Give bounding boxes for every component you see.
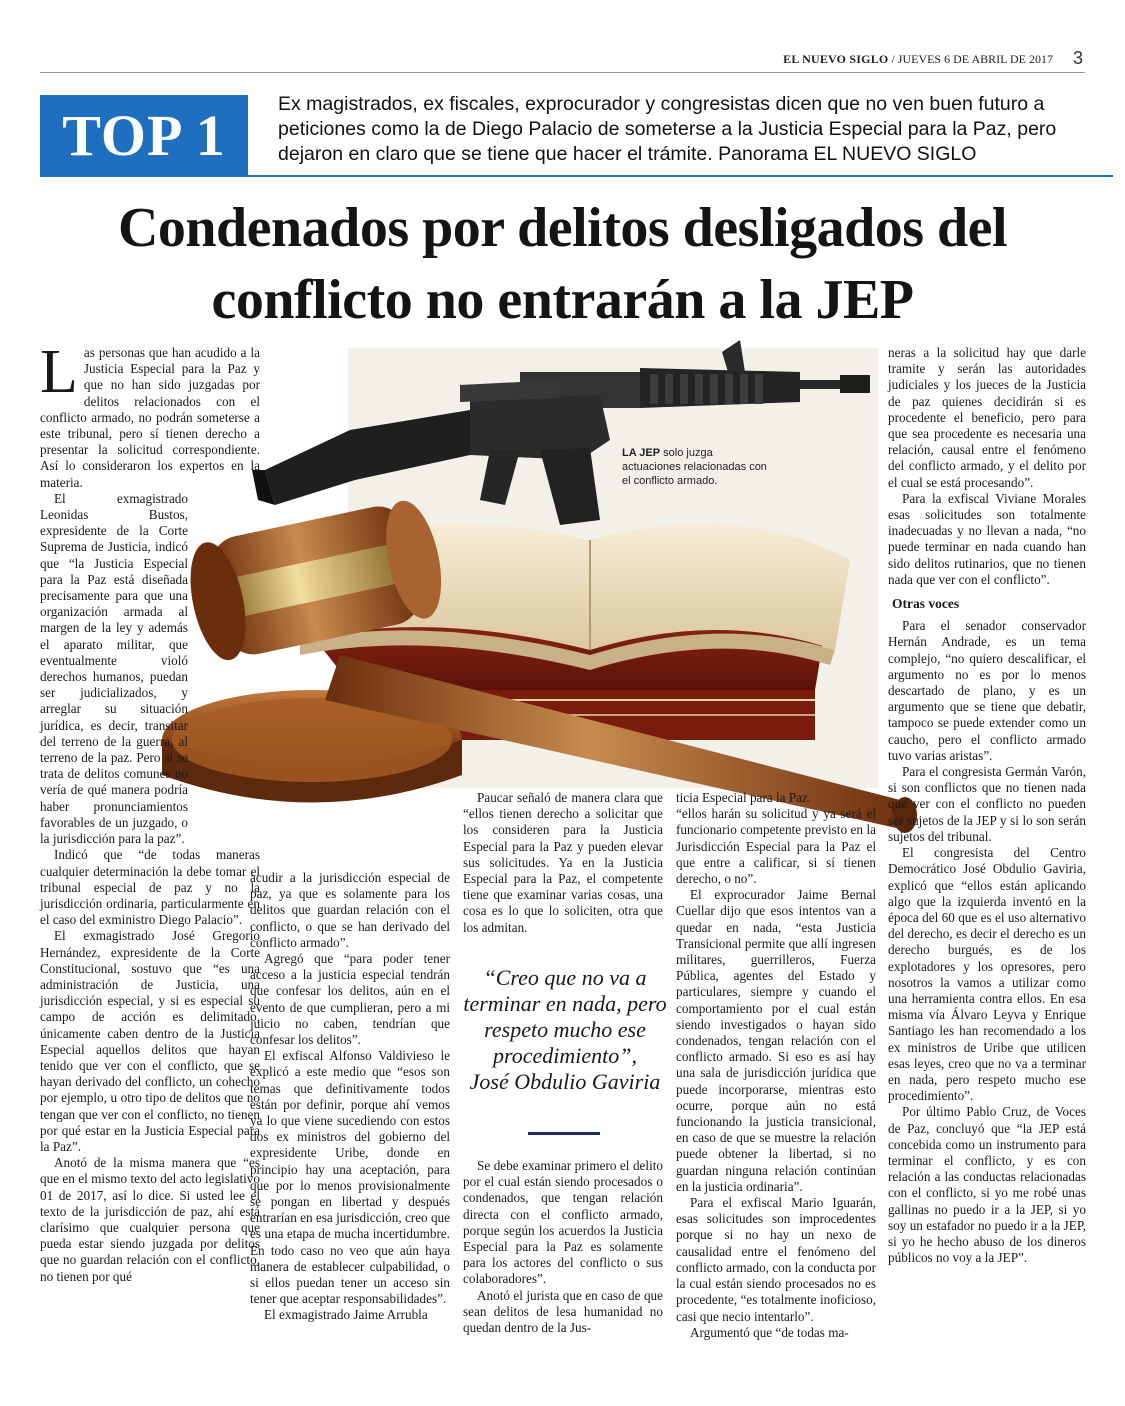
paragraph: Paucar señaló de manera clara que “ellos tienen derecho a solicitar que los consideren para la Justicia Especial para la Paz y pueden elevar sus solicitudes. Ya en la Justicia Especial para la Paz, el competente tiene que examinar varias cosas, una cosa es lo que lo soliciten, otra que los admitan.: [463, 790, 663, 935]
paragraph: Para el congresista Germán Varón, si son conflictos que no tienen nada que ver con el conflicto no pueden ser sujetos de la JEP y si lo son serán sujetos del tribunal.: [888, 764, 1086, 844]
issue-date: / JUEVES 6 DE ABRIL DE 2017: [891, 52, 1053, 66]
paragraph: Por último Pablo Cruz, de Voces de Paz, concluyó que “la JEP está concebida como un instrumento para terminar el conflicto, y es con relación a las conductas relacionadas con el conflicto, si yo me robé unas gallinas no puedo ir a la JEP, si yo soy un estafador no puedo ir a la JEP, si yo he hecho abuso de los dineros públicos no voy a la JEP”.: [888, 1104, 1086, 1266]
paragraph: “ellos harán su solicitud y ya será el funcionario competente previsto en la Jurisdicción Especial para la Paz el que entre a calificar, si sí tienen derecho, o no”.: [676, 806, 876, 887]
article-column-5: [888, 345, 1086, 1266]
article-column-2: [250, 870, 450, 1324]
article-column-3: [463, 790, 663, 936]
subheading: Otras voces: [892, 596, 960, 612]
section-label: TOP 1: [40, 95, 248, 177]
paragraph: ticia Especial para la Paz.: [676, 790, 812, 805]
caption-text: solo juzga actuaciones relacionadas con el conflicto armado.: [622, 447, 767, 487]
paragraph: acudir a la jurisdicción especial de paz, ya que es solamente para los delitos que guardan relación con el conflicto, o que se han derivado del conflicto armado”.: [250, 870, 450, 950]
article-column-3-cont: [463, 1158, 663, 1336]
paragraph: El exmagistrado Leonidas Bustos, expresidente de la Corte Suprema de Justicia, indicó que “la Justicia Especial para la Paz está diseñada precisamente para que una organización armada al margen de la ley y además el aparato militar, que eventualmente violó derechos humanos, puedan ser judicializados, y arreglar su situación jurídica, es decir, transitar del terreno de la guerra, al terreno de la paz. Pero si se trata de delitos comunes no vería de qué manera podría haber pronunciamientos favorables de un juzgado, o la jurisdicción para la paz”.: [40, 490, 188, 847]
photo-caption: [622, 446, 772, 488]
newspaper-name: EL NUEVO SIGLO: [783, 52, 889, 66]
paragraph: El exmagistrado José Gregorio Hernández, expresidente de la Corte Constitucional, sostuvo que “es una administración de Justicia, una jurisdicción especial, y si es especial su campo de acción es delimitado, únicamente caben dentro de la Justicia Especial aquellos delitos que hayan tenido que ver con el conflicto, que se hayan derivado del conflicto, un cohecho por ejemplo, u otro tipo de delitos que no tengan que ver con el conflicto, no tienen por qué estar en la Justicia Especial para la Paz”.: [40, 928, 260, 1154]
paragraph: El exmagistrado Jaime Arrubla: [264, 1307, 428, 1323]
paragraph: Anotó el jurista que en caso de que sean delitos de lesa humanidad no quedan dentro de la Jus-: [463, 1287, 663, 1336]
paragraph: Para el exfiscal Mario Iguarán, esas solicitudes son improcedentes porque si no hay un nexo de causalidad entre el fenómeno del conflicto armado, con la conducta por la cual están siendo procesados no es procedente, “es totalmente inoficioso, casi que necio intentarlo”.: [676, 1195, 876, 1324]
quote-divider: [528, 1132, 600, 1135]
paragraph: as personas que han acudido a la Justicia Especial para la Paz y que no han sido juzgadas por delitos relacionados con el conflicto armado, no podrán someterse a este tribunal, pero sí tienen derecho a presentar la solicitud correspondiente. Así lo consideraron los expertos en la materia.: [40, 345, 260, 490]
paragraph: neras a la solicitud hay que darle tramite y serán las autoridades judiciales y los jueces de la Justicia de paz quienes decidirán si es procedente el beneficio, pero para que sea procedente es necesaria una relación, causal entre el fenómeno del conflicto armado, y el delito por el cual se está procesando”.: [888, 345, 1086, 490]
paragraph: Indicó que “de todas maneras cualquier determinación la debe tomar el tribunal especial de paz y no la jurisdicción ordinaria, particularmente en el caso del exministro Diego Palacio”.: [40, 847, 260, 928]
paragraph: Se debe examinar primero el delito por el cual están siendo procesados o condenados, que tengan relación directa con el conflicto armado, porque según los acuerdos la Justicia Especial para la Paz es solamente para los actores del conflicto o sus colaboradores”.: [463, 1158, 663, 1287]
paragraph: Agregó que “para poder tener acceso a la justicia especial tendrán que confesar los delitos, aún en el evento de que cumplieran, pero a mi juicio no caben, tendrían que confesar los delitos”.: [250, 951, 450, 1048]
paragraph: Para el senador conservador Hernán Andrade, es un tema complejo, “no quiero descalificar, el argumento no es por lo menos descartado de plano, y es un argumento que se tiene que debatir, tampoco se puede extender como un caucho, pero el conflicto armado tuvo varias aristas”.: [888, 618, 1086, 763]
article-column-1: [40, 338, 260, 1285]
drop-cap: L: [40, 338, 78, 406]
page-number: 3: [1072, 48, 1083, 68]
article-column-4: [676, 790, 876, 1341]
paragraph: Argumentó que “de todas ma-: [690, 1324, 849, 1340]
paragraph: Para la exfiscal Viviane Morales esas solicitudes son totalmente inadecuadas y no llevan a nada, “no puede terminar en nada cuando han sido delitos rutinarios, que no tienen nada que ver con el conflicto”.: [888, 490, 1086, 587]
page-title: Condenados por delitos desligados del conflicto no entrarán a la JEP: [117, 197, 1008, 331]
pull-quote-text: “Creo que no va a terminar en nada, pero respeto mucho ese procedimiento”,: [463, 965, 667, 1068]
caption-lead: LA JEP: [622, 447, 661, 459]
pull-quote: [460, 965, 670, 1095]
paragraph: Anotó de la misma manera que “es que en el mismo texto del acto legislativo 01 de 2017, así lo dice. Si usted lee el texto de la jurisdicción de paz, ahí está clarísimo que cualquier persona que pueda estar siendo juzgada por delitos que no guardan relación con el conflicto, no tienen por qué: [40, 1155, 260, 1284]
paragraph: El exfiscal Alfonso Valdivieso le explicó a este medio que “esos son temas que definitivamente todos están por definir, porque ahí vemos ya lo que viene sucediendo con estos dos ex ministros del gobierno del expresidente Uribe, donde en principio hay una aceptación, para que por lo menos provisionalmente se pongan en libertad y después entrarían en esa jurisdicción, creo que es una etapa de mucha incertidumbre. En todo caso no veo que aún haya manera de establecer culpabilidad, o si ellos puedan tener un acceso sin tener que aceptar responsabilidades”.: [250, 1048, 450, 1307]
paragraph: El congresista del Centro Democrático José Obdulio Gaviria, explicó que “ellos están aplicando algo que la izquierda inventó en la época del 60 que es el uso alternativo del derecho, es decir el derecho es un derecho burgués, es de los explotadores y los opresores, pero nosotros la vamos a utilizar como una herramienta contra ellos. En esa misma vía Álvaro Leyva y Enrique Santiago les han recomendado a los ex ministros de Uribe que utilicen esas leyes, creo que no va a terminar en nada, pero respeto mucho ese procedimiento”.: [888, 845, 1086, 1104]
paragraph: El exprocurador Jaime Bernal Cuellar dijo que esos intentos van a quedar en nada, “esta Justicia Transicional permite que allí ingresen militares, guerrilleros, Fuerza Pública, agentes del Estado y particulares, siempre y cuando el comportamiento por el cual están siendo investigados o hayan sido condenados, tengan relación con el conflicto armado. Si eso es así hay una sala de jurisdicción jurídica que puede incorporarse, mientras esto ocurre, porque aún no está funcionando la justicia transicional, en caso de que se muestre la relación puede obtener la libertad, si no guardan ninguna relación continúan en la justicia ordinaria”.: [676, 887, 876, 1194]
summary-text: Ex magistrados, ex fiscales, exprocurador y congresistas dicen que no ven buen futuro a peticiones como la de Diego Palacio de someterse a la Justicia Especial para la Paz, pero dejaron en claro que se tiene que hacer el trámite. Panorama EL NUEVO SIGLO: [278, 93, 1057, 165]
pull-quote-author: José Obdulio Gaviria: [469, 1069, 661, 1094]
